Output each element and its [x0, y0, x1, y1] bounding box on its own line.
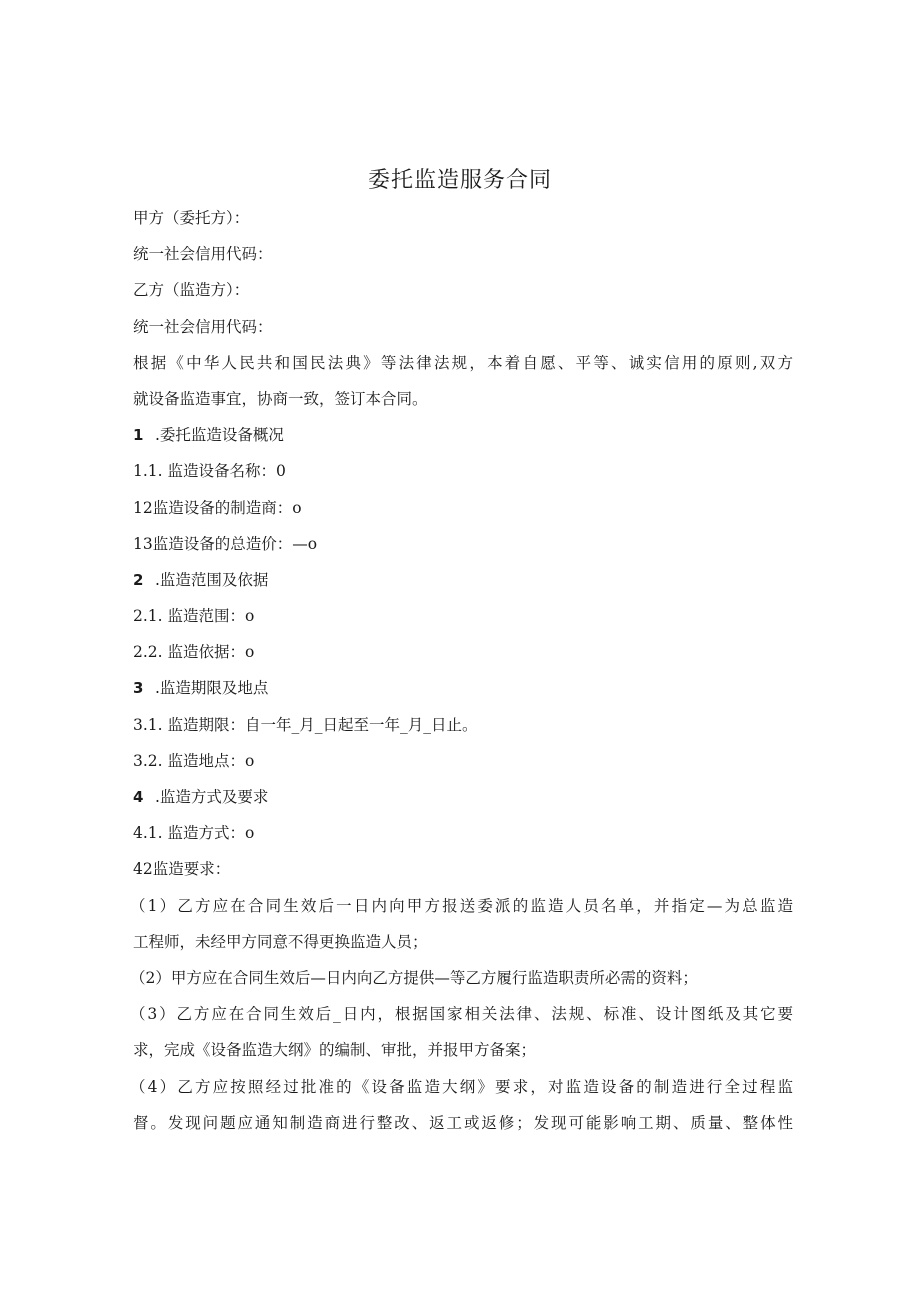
section-title: .委托监造设备概况 [155, 426, 284, 445]
line-text: （2）甲方应在合同生效后—日内向乙方提供—等乙方履行监造职责所必需的资料； [130, 968, 698, 987]
line-text: 甲方（委托方）： [133, 209, 250, 227]
section-number: 4 [133, 788, 144, 806]
paragraph-line [133, 272, 793, 308]
document-title: 委托监造服务合同 [367, 168, 552, 193]
paragraph-line [130, 996, 793, 1032]
paragraph-line [133, 815, 793, 851]
section-title: .监造期限及地点 [155, 679, 269, 698]
line-text: 4.1. 监造方式：o [133, 824, 255, 843]
line-text: 督。发现问题应通知制造商进行整改、返工或返修；发现可能影响工期、质量、整体性 [133, 1113, 793, 1132]
line-text: 根据《中华人民共和国民法典》等法律法规，本着自愿、平等、诚实信用的原则,双方 [133, 353, 793, 372]
section-number: 2 [133, 570, 144, 589]
section-number: 1 [133, 426, 144, 445]
paragraph-line [133, 200, 793, 236]
line-text: 工程师，未经甲方同意不得更换监造人员； [133, 932, 428, 951]
paragraph-line [133, 634, 793, 670]
paragraph-line [133, 345, 793, 381]
line-text: 统一社会信用代码： [133, 317, 273, 336]
line-text: 3.1. 监造期限：自一年_月_日起至一年_月_日止。 [133, 715, 478, 734]
paragraph-line [133, 851, 793, 887]
line-text: 3.2. 监造地点：o [133, 751, 255, 770]
paragraph-line [133, 743, 793, 779]
paragraph-line [133, 707, 793, 743]
paragraph-line [130, 888, 793, 924]
line-text: 就设备监造事宜，协商一致，签订本合同。 [133, 389, 428, 408]
paragraph-line [133, 924, 793, 960]
paragraph-line [130, 1069, 793, 1105]
line-text: 1.1. 监造设备名称：0 [133, 462, 286, 481]
section-heading [133, 670, 793, 706]
section-number: 3 [133, 679, 144, 698]
section-title: .监造方式及要求 [155, 788, 269, 806]
paragraph-line [133, 381, 793, 417]
paragraph-line [133, 526, 793, 562]
paragraph-line [130, 960, 793, 996]
paragraph-line [133, 490, 793, 526]
paragraph-line [133, 1105, 793, 1141]
line-text: 求，完成《设备监造大纲》的编制、审批，并报甲方备案； [133, 1041, 537, 1060]
line-text: 统一社会信用代码： [133, 245, 273, 264]
paragraph-line [133, 236, 793, 272]
line-text: 42监造要求： [133, 860, 231, 879]
paragraph-line [133, 598, 793, 634]
section-heading [133, 417, 793, 453]
line-text: 乙方（监造方）： [133, 281, 250, 300]
line-text: （1）乙方应在合同生效后一日内向甲方报送委派的监造人员名单，并指定—为总监造 [130, 896, 793, 915]
line-text: 2.1. 监造范围：o [133, 607, 255, 626]
paragraph-line [133, 1032, 793, 1068]
paragraph-line [133, 309, 793, 345]
line-text: 12监造设备的制造商：o [133, 498, 302, 517]
line-text: 2.2. 监造依据：o [133, 643, 255, 662]
paragraph-line [133, 453, 793, 489]
section-title: .监造范围及依据 [155, 570, 269, 589]
line-text: （4）乙方应按照经过批准的《设备监造大纲》要求，对监造设备的制造进行全过程监 [130, 1077, 793, 1096]
section-heading [133, 562, 793, 598]
section-heading [133, 779, 793, 815]
line-text: （3）乙方应在合同生效后_日内，根据国家相关法律、法规、标准、设计图纸及其它要 [130, 1005, 793, 1024]
document-body [130, 200, 793, 1141]
line-text: 13监造设备的总造价：—o [133, 534, 318, 553]
